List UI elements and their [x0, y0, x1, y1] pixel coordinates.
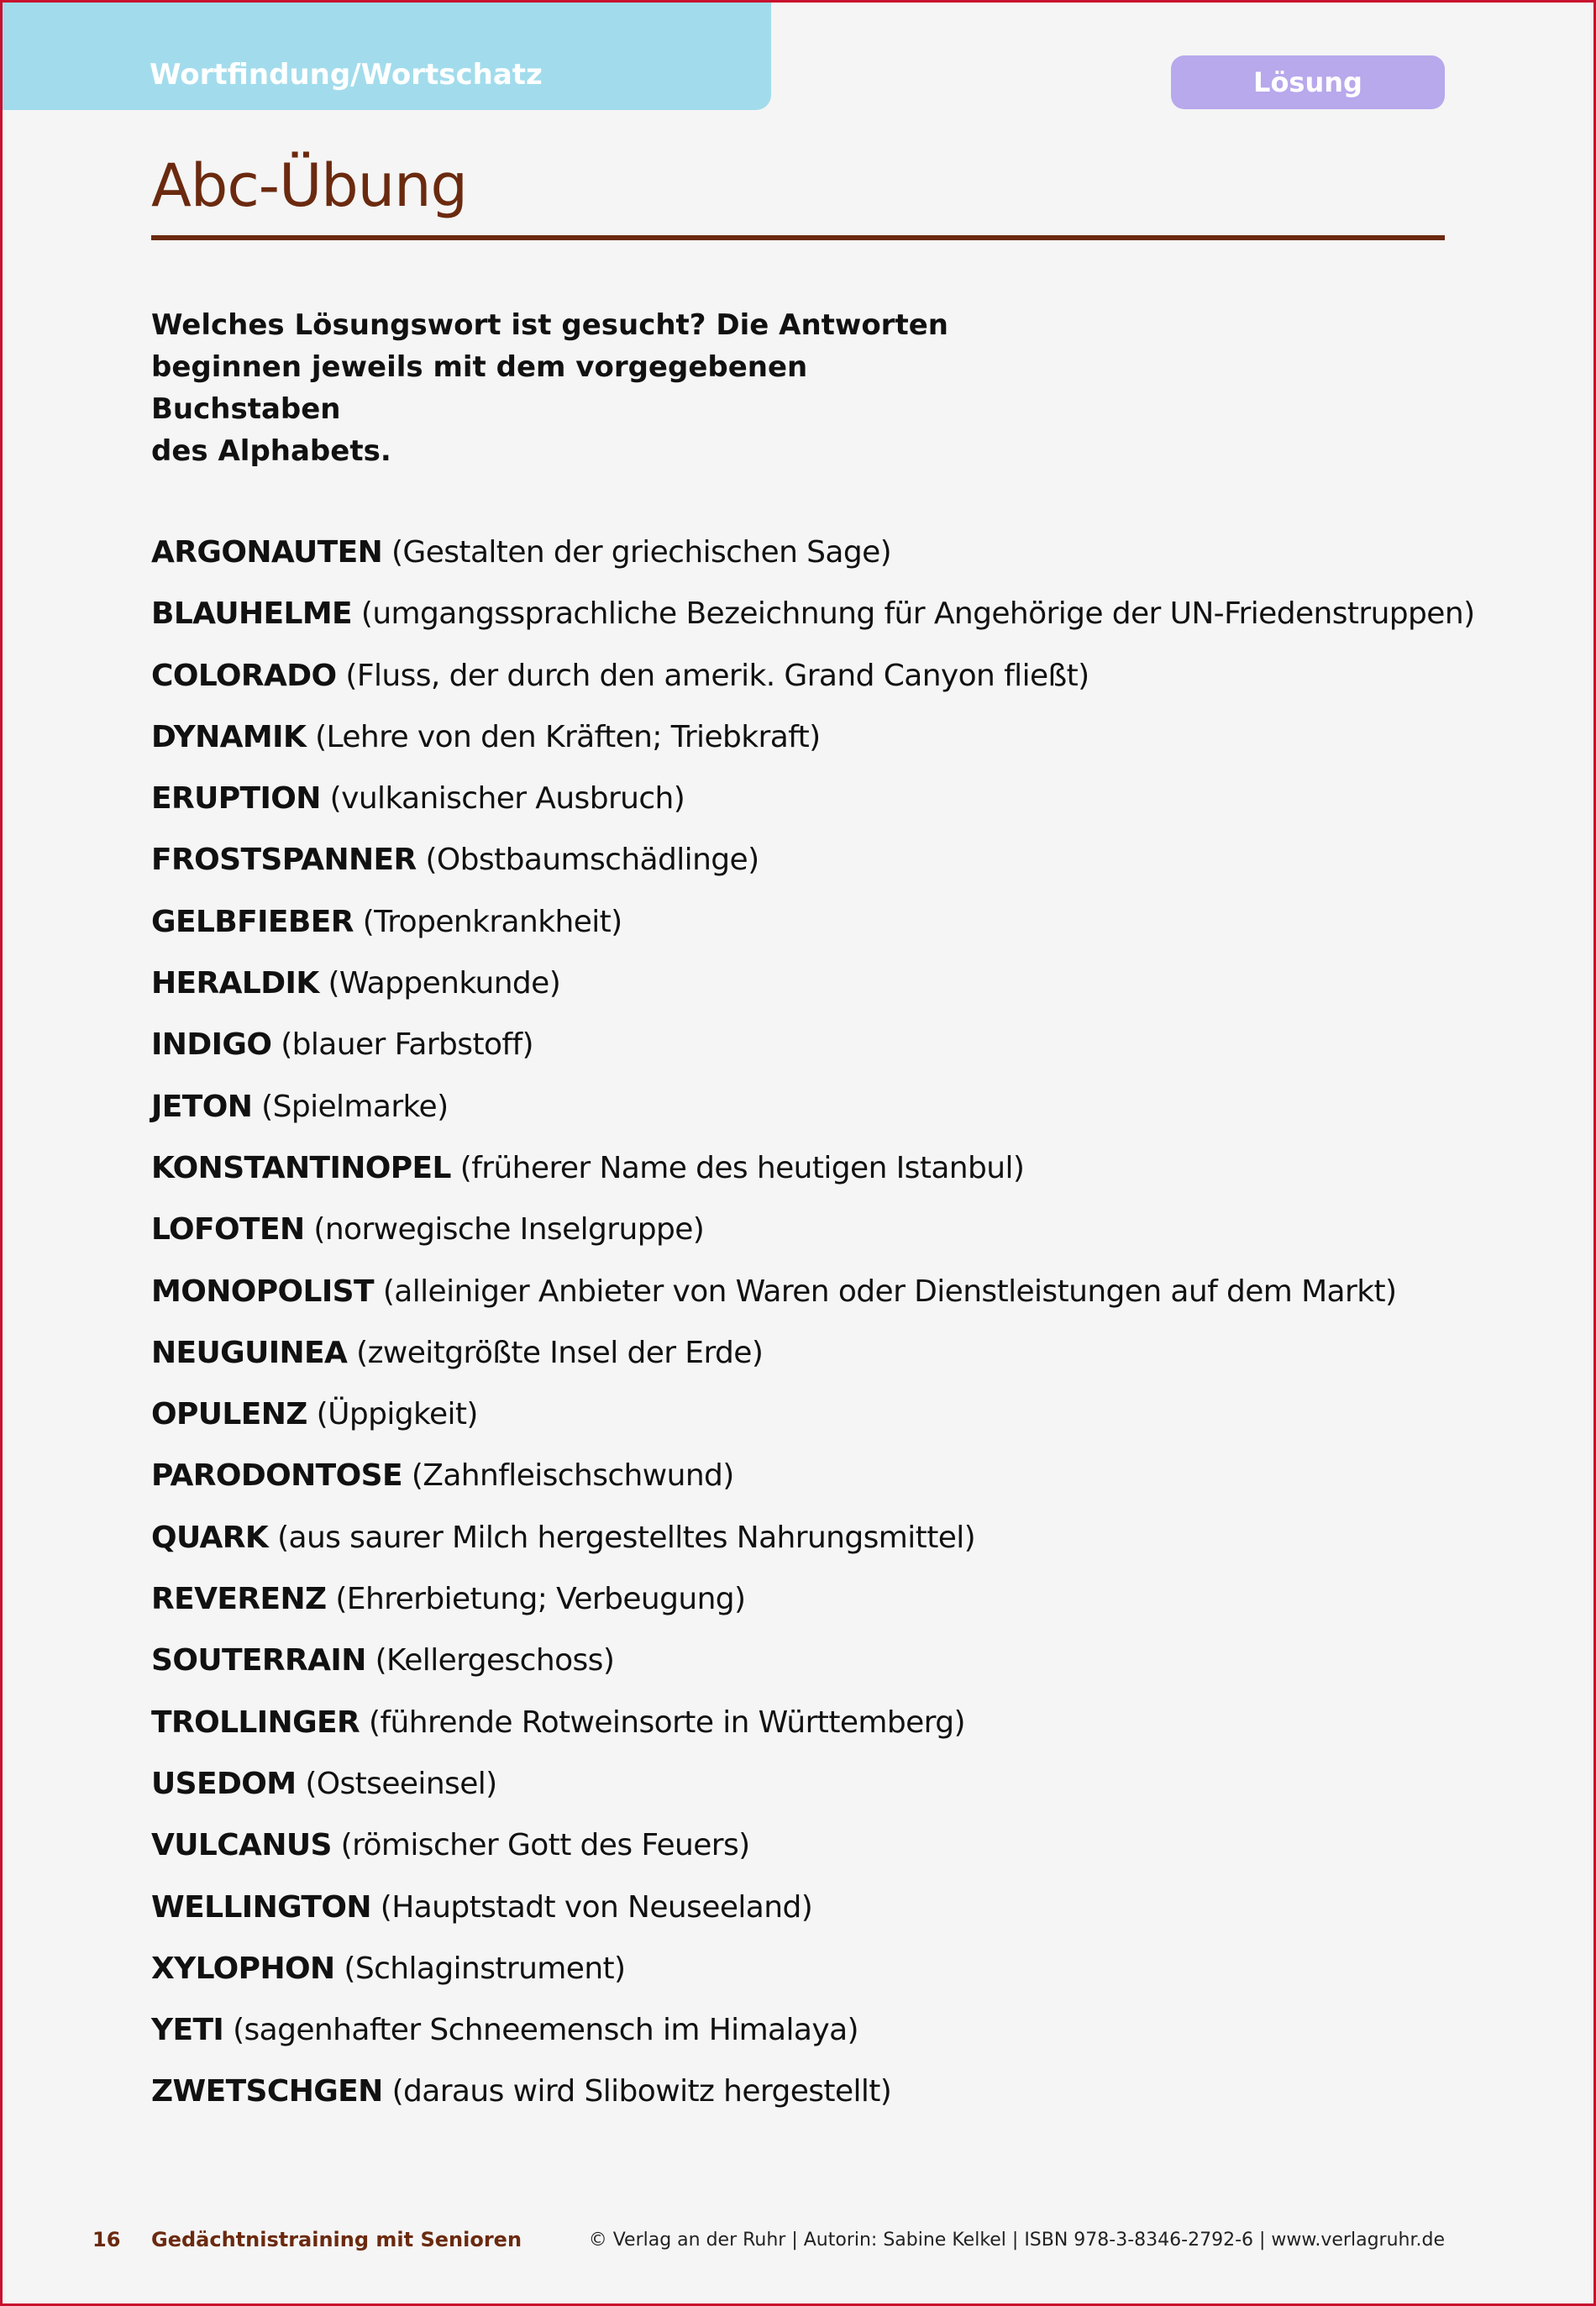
answer-item [151, 959, 1475, 1020]
title-divider [151, 235, 1445, 240]
answer-item [151, 651, 1475, 712]
answer-item [151, 835, 1475, 896]
answer-item [151, 2005, 1475, 2067]
answer-word: INDIGO [151, 1027, 272, 1063]
answer-hint: (zweitgrößte Insel der Erde) [356, 1335, 764, 1370]
answer-item [151, 1636, 1475, 1697]
answer-item [151, 589, 1475, 650]
answer-word: OPULENZ [151, 1397, 307, 1432]
answer-item [151, 1389, 1475, 1451]
answer-word: TROLLINGER [151, 1705, 360, 1740]
answer-word: VULCANUS [151, 1828, 332, 1863]
answer-hint: (umgangssprachliche Bezeichnung für Angehörige der UN-Friedenstruppen) [360, 596, 1475, 632]
answer-word: ARGONAUTEN [151, 535, 383, 570]
answer-item [151, 1820, 1475, 1882]
answer-word: BLAUHELME [151, 596, 353, 632]
answer-hint: (norwegische Inselgruppe) [313, 1212, 705, 1248]
answer-hint: (aus saurer Milch hergestelltes Nahrungsmittel) [277, 1520, 976, 1555]
answer-word: SOUTERRAIN [151, 1643, 366, 1678]
answer-word: YETI [151, 2013, 224, 2048]
answer-hint: (Tropenkrankheit) [362, 904, 622, 939]
answer-hint: (römischer Gott des Feuers) [340, 1828, 750, 1863]
answer-item [151, 1759, 1475, 1820]
answer-item [151, 774, 1475, 835]
answer-hint: (Gestalten der griechischen Sage) [391, 535, 892, 570]
answer-item [151, 1082, 1475, 1143]
answer-word: REVERENZ [151, 1582, 327, 1617]
answer-item [151, 1574, 1475, 1636]
answer-hint: (Obstbaumschädlinge) [425, 843, 759, 878]
answer-word: XYLOPHON [151, 1951, 335, 1986]
answer-item [151, 528, 1475, 589]
answer-word: JETON [151, 1089, 253, 1124]
answer-hint: (Kellergeschoss) [375, 1643, 615, 1678]
answer-item [151, 1205, 1475, 1266]
solution-badge: Lösung [1171, 55, 1445, 109]
copyright-notice: © Verlag an der Ruhr | Autorin: Sabine Kelkel | ISBN 978-3-8346-2792-6 | www.verlagruhr.de [588, 2230, 1445, 2251]
answer-hint: (führende Rotweinsorte in Württemberg) [369, 1705, 965, 1740]
answer-hint: (Ostseeinsel) [305, 1766, 497, 1801]
answer-hint: (Hauptstadt von Neuseeland) [380, 1889, 813, 1925]
answer-item [151, 1944, 1475, 2005]
answer-hint: (Lehre von den Kräften; Triebkraft) [315, 719, 821, 754]
category-label: Wortfindung/Wortschatz [150, 58, 543, 92]
answer-hint: (Üppigkeit) [316, 1397, 478, 1432]
answer-hint: (Ehrerbietung; Verbeugung) [335, 1582, 746, 1617]
answer-hint: (Zahnfleischschwund) [411, 1458, 734, 1494]
answer-item [151, 2067, 1475, 2128]
answer-word: ZWETSCHGEN [151, 2074, 383, 2109]
answer-hint: (vulkanischer Ausbruch) [329, 781, 685, 817]
answer-word: MONOPOLIST [151, 1274, 374, 1309]
answer-word: ERUPTION [151, 781, 321, 817]
answer-item [151, 1143, 1475, 1205]
answer-word: WELLINGTON [151, 1889, 371, 1925]
answer-word: KONSTANTINOPEL [151, 1150, 451, 1185]
answer-item [151, 712, 1475, 774]
instructions [151, 304, 991, 472]
answer-word: COLORADO [151, 658, 337, 693]
page-number: 16 [92, 2228, 121, 2251]
answer-item [151, 1513, 1475, 1574]
answer-hint: (Fluss, der durch den amerik. Grand Canyon fließt) [345, 658, 1089, 693]
answer-hint: (Spielmarke) [261, 1089, 449, 1124]
answer-word: PARODONTOSE [151, 1458, 402, 1494]
instructions-line: des Alphabets. [151, 434, 391, 468]
answer-hint: (alleiniger Anbieter von Waren oder Dienstleistungen auf dem Markt) [382, 1274, 1397, 1309]
answer-hint: (sagenhafter Schneemensch im Himalaya) [233, 2013, 858, 2048]
answer-hint: (Wappenkunde) [328, 966, 561, 1001]
answer-item [151, 1698, 1475, 1759]
page-title: Abc-Übung [151, 151, 467, 220]
answer-item [151, 1328, 1475, 1389]
instructions-line: Welches Lösungswort ist gesucht? Die Antworten [151, 308, 948, 342]
answer-word: FROSTSPANNER [151, 843, 417, 878]
answer-hint: (Schlaginstrument) [344, 1951, 626, 1986]
instructions-line: beginnen jeweils mit dem vorgegebenen Buchstaben [151, 350, 808, 426]
answer-item [151, 1020, 1475, 1081]
answer-word: GELBFIEBER [151, 904, 354, 939]
answer-hint: (blauer Farbstoff) [281, 1027, 533, 1063]
answer-word: USEDOM [151, 1766, 297, 1801]
category-tab [3, 3, 771, 110]
answer-item [151, 897, 1475, 959]
answer-hint: (früherer Name des heutigen Istanbul) [459, 1150, 1025, 1185]
answer-word: NEUGUINEA [151, 1335, 348, 1370]
answer-word: DYNAMIK [151, 719, 307, 754]
answer-word: QUARK [151, 1520, 269, 1555]
answer-list [151, 528, 1475, 2129]
answer-hint: (daraus wird Slibowitz hergestellt) [391, 2074, 892, 2109]
book-title: Gedächtnistraining mit Senioren [151, 2228, 522, 2251]
answer-item [151, 1451, 1475, 1512]
answer-item [151, 1267, 1475, 1328]
answer-word: HERALDIK [151, 966, 319, 1001]
answer-word: LOFOTEN [151, 1212, 305, 1248]
answer-item [151, 1883, 1475, 1944]
